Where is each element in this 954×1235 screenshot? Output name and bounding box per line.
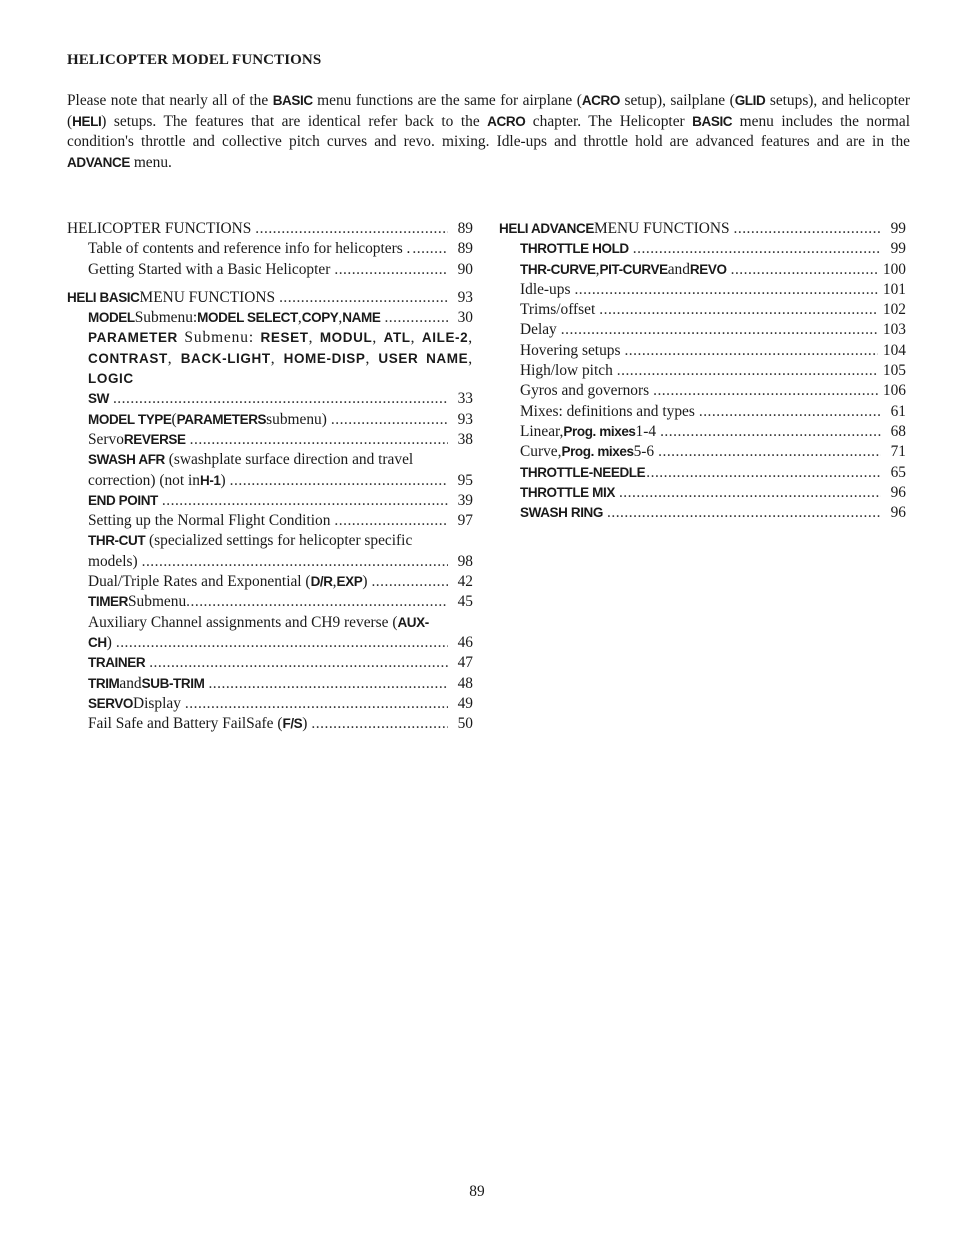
dot-leader xyxy=(574,280,877,300)
page-ref: 89 xyxy=(457,220,473,237)
page-ref: 106 xyxy=(882,382,906,400)
dot-leader xyxy=(561,320,878,340)
page-ref: 39 xyxy=(457,491,473,509)
toc-entry-wrapped[interactable]: SWASH AFR (swashplate surface direction and travel xyxy=(88,451,414,469)
toc-section-heading[interactable]: HELI BASIC MENU FUNCTIONS ..... 93 xyxy=(67,288,473,308)
keyword: REVO xyxy=(689,261,727,277)
toc-entry[interactable]: HELICOPTER FUNCTIONS ..... 89 xyxy=(67,219,473,239)
dot-leader xyxy=(734,219,881,239)
toc-entry[interactable]: Curve, Prog. mixes 5-6 ..... 71 xyxy=(499,442,906,462)
keyword: ACRO xyxy=(487,113,526,129)
dot-leader xyxy=(371,572,448,592)
dot-leader xyxy=(658,442,881,462)
toc-left-column xyxy=(67,219,473,734)
toc-entry[interactable]: Servo REVERSE ..... 38 xyxy=(67,430,473,450)
keyword: ATL xyxy=(383,330,411,346)
keyword: ACRO xyxy=(581,93,620,108)
keyword: THROTTLE MIX xyxy=(520,484,615,500)
dot-leader xyxy=(624,341,877,361)
toc-entry[interactable]: Delay ..... 103 xyxy=(499,320,906,340)
keyword: ADVANCE xyxy=(67,154,130,170)
keyword: MODEL TYPE xyxy=(88,411,172,427)
toc-section-heading[interactable]: HELI ADVANCE MENU FUNCTIONS ..... 99 xyxy=(499,219,906,239)
dot-leader xyxy=(230,471,448,491)
toc-entry[interactable]: MODEL Submenu: MODEL SELECT , COPY , NAME ..... 30 xyxy=(67,308,473,328)
page-ref: 89 xyxy=(457,240,473,258)
page-ref: 65 xyxy=(890,463,906,481)
keyword: THR-CUT xyxy=(88,533,146,549)
page-title: HELICOPTER MODEL FUNCTIONS xyxy=(67,52,322,68)
toc-entry-wrapped[interactable]: PARAMETER Submenu: RESET, MODUL, ATL, AILE-2, CONTRAST, BACK-LIGHT, HOME-DISP, USER NAME, LOGIC xyxy=(88,329,474,387)
page-ref: 93 xyxy=(457,410,473,428)
keyword: BACK-LIGHT xyxy=(180,350,271,366)
dot-leader xyxy=(149,653,448,673)
keyword: THR-CURVE xyxy=(520,261,596,277)
toc-entry[interactable]: models) ..... 98 xyxy=(67,552,473,572)
dot-leader xyxy=(607,503,881,523)
toc-entry[interactable]: Gyros and governors ..... 106 xyxy=(499,381,906,401)
keyword: SUB-TRIM xyxy=(141,675,205,691)
page-ref: 30 xyxy=(457,309,473,327)
page-ref: 90 xyxy=(457,260,473,278)
keyword: CH xyxy=(88,634,107,650)
page-ref: 100 xyxy=(882,260,906,278)
toc-entry[interactable]: Fail Safe and Battery FailSafe ( F/S ) ..... 50 xyxy=(67,714,473,734)
toc-entry[interactable]: Setting up the Normal Flight Condition ..... 97 xyxy=(67,511,473,531)
toc-entry[interactable]: THR-CURVE , PIT-CURVE and REVO ..... 100 xyxy=(499,260,906,280)
page-ref: 103 xyxy=(882,321,906,339)
dot-leader xyxy=(617,361,878,381)
keyword: GLID xyxy=(734,93,766,108)
toc-entry[interactable] xyxy=(67,491,473,511)
dot-leader xyxy=(412,239,448,259)
toc-entry[interactable]: Linear, Prog. mixes 1-4 ..... 68 xyxy=(499,422,906,442)
toc-entry[interactable]: MODEL TYPE ( PARAMETERS submenu) ..... 93 xyxy=(67,410,473,430)
keyword: HELI xyxy=(72,113,102,129)
dot-leader xyxy=(334,511,448,531)
dot-leader xyxy=(331,410,448,430)
toc-right-column xyxy=(499,219,906,523)
toc-entry[interactable]: Idle-ups ..... 101 xyxy=(499,280,906,300)
keyword: AILE-2 xyxy=(421,330,469,346)
toc-entry[interactable]: Getting Started with a Basic Helicopter ..... 90 xyxy=(67,260,473,280)
keyword: EXP xyxy=(336,574,363,590)
dot-leader xyxy=(384,308,448,328)
page-ref: 99 xyxy=(890,240,906,258)
keyword: MODEL SELECT xyxy=(197,310,298,326)
keyword: COPY xyxy=(301,310,339,326)
page-ref: 99 xyxy=(890,220,906,237)
dot-leader xyxy=(113,389,448,409)
dot-leader xyxy=(731,260,878,280)
keyword: USER NAME xyxy=(378,350,469,366)
keyword: MODEL xyxy=(88,310,135,326)
dot-leader xyxy=(699,402,881,422)
page-ref: 95 xyxy=(457,471,473,489)
intro-paragraph: Please note that nearly all of the BASIC menu functions are the same for airplane (ACRO setup), sailplane (GLID setups), and helicopter (HELI) setups. The features that are identical refer back to the ACRO chapter. The Helicopter BASIC menu includes the normal condition's throttle and collective pitch curves and revo. mixing. Idle-ups and throttle hold are advanced features and are in the ADVANCE menu. xyxy=(67,92,910,171)
keyword: HOME-DISP xyxy=(283,350,366,366)
toc-entry[interactable]: High/low pitch ..... 105 xyxy=(499,361,906,381)
dot-leader xyxy=(162,491,448,511)
page-ref: 68 xyxy=(890,422,906,440)
keyword: Prog. mixes xyxy=(561,444,634,460)
dot-leader xyxy=(208,674,448,694)
dot-leader xyxy=(599,300,878,320)
toc-entry[interactable]: TRIM and SUB-TRIM ..... 48 xyxy=(67,674,473,694)
keyword: PIT-CURVE xyxy=(599,261,668,277)
toc-entry[interactable]: Mixes: definitions and types ..... 61 xyxy=(499,402,906,422)
dot-leader xyxy=(279,288,448,308)
keyword: TRIM xyxy=(88,675,120,691)
page-ref: 50 xyxy=(457,715,473,733)
page-ref: 97 xyxy=(457,512,473,530)
keyword: THROTTLE HOLD xyxy=(520,241,629,257)
dot-leader xyxy=(653,381,878,401)
toc-entry[interactable] xyxy=(499,239,906,259)
keyword: NAME xyxy=(342,310,381,326)
toc-entry[interactable]: CH ) ..... 46 xyxy=(67,633,473,653)
page-ref: 71 xyxy=(890,443,906,461)
keyword: HELI BASIC xyxy=(67,289,140,305)
dot-leader xyxy=(116,633,448,653)
dot-leader xyxy=(190,430,448,450)
toc-entry[interactable]: Dual/Triple Rates and Exponential ( D/R , EXP ) ..... 42 xyxy=(67,572,473,592)
keyword: H-1 xyxy=(199,472,221,488)
keyword: AUX- xyxy=(397,614,429,630)
toc-entry[interactable] xyxy=(499,503,906,523)
dot-leader xyxy=(186,592,448,612)
toc-entry[interactable]: Table of contents and reference info for helicopters . ..... 89 xyxy=(67,239,473,259)
dot-leader xyxy=(660,422,881,442)
keyword: HELI ADVANCE xyxy=(499,221,594,236)
toc-entry[interactable] xyxy=(499,463,906,483)
keyword: TIMER xyxy=(88,594,128,610)
keyword: BASIC xyxy=(272,93,313,108)
keyword: PARAMETER xyxy=(88,330,178,346)
toc-entry[interactable]: SERVO Display ..... 49 xyxy=(67,694,473,714)
dot-leader xyxy=(255,219,448,239)
page-number: 89 xyxy=(469,1183,485,1200)
keyword: RESET xyxy=(260,330,309,346)
keyword: SWASH AFR xyxy=(88,452,165,468)
keyword: MODUL xyxy=(319,330,373,346)
keyword: SWASH RING xyxy=(520,505,604,521)
keyword: CONTRAST xyxy=(88,350,168,366)
page-ref: 104 xyxy=(882,341,906,359)
page-ref: 49 xyxy=(457,694,473,712)
toc-entry[interactable] xyxy=(499,483,906,503)
toc-entry[interactable] xyxy=(67,653,473,673)
toc-entry-wrapped[interactable]: Auxiliary Channel assignments and CH9 reverse (AUX- xyxy=(88,613,429,631)
keyword: SW xyxy=(88,391,109,407)
keyword: REVERSE xyxy=(123,431,186,447)
toc-entry-wrapped[interactable]: THR-CUT (specialized settings for helicopter specific xyxy=(88,532,413,550)
dot-leader xyxy=(311,714,448,734)
page-ref: 93 xyxy=(457,288,473,306)
keyword: LOGIC xyxy=(88,371,134,387)
keyword: PARAMETERS xyxy=(176,411,267,427)
toc-entry[interactable]: TIMER Submenu ..... 45 xyxy=(67,592,473,612)
page-ref: 48 xyxy=(457,674,473,692)
page-ref: 96 xyxy=(890,483,906,501)
page-ref: 45 xyxy=(457,593,473,611)
keyword: BASIC xyxy=(692,113,733,129)
page-ref: 96 xyxy=(890,504,906,522)
toc-entry[interactable]: correction) (not in H-1 ) ..... 95 xyxy=(67,471,473,491)
page-ref: 61 xyxy=(890,402,906,420)
keyword: F/S xyxy=(282,716,303,732)
keyword: END POINT xyxy=(88,492,158,508)
toc-entry[interactable] xyxy=(67,389,473,409)
page-ref: 101 xyxy=(882,280,906,298)
keyword: SERVO xyxy=(88,695,134,711)
dot-leader xyxy=(185,694,448,714)
page-ref: 102 xyxy=(882,301,906,319)
keyword: THROTTLE-NEEDLE xyxy=(520,464,646,480)
page-ref: 33 xyxy=(457,390,473,408)
dot-leader xyxy=(334,260,448,280)
toc-entry[interactable]: Hovering setups ..... 104 xyxy=(499,341,906,361)
toc-entry[interactable]: Trims/offset ..... 102 xyxy=(499,300,906,320)
page-ref: 105 xyxy=(882,362,906,380)
keyword: TRAINER xyxy=(88,655,146,671)
dot-leader xyxy=(619,483,881,503)
keyword: Prog. mixes xyxy=(563,423,636,439)
dot-leader xyxy=(142,552,448,572)
page-ref: 42 xyxy=(457,573,473,591)
dot-leader xyxy=(646,463,881,483)
dot-leader xyxy=(633,239,881,259)
keyword: D/R xyxy=(310,574,333,590)
page-ref: 38 xyxy=(457,430,473,448)
page-ref: 98 xyxy=(457,552,473,570)
page-ref: 46 xyxy=(457,633,473,651)
page-ref: 47 xyxy=(457,654,473,672)
